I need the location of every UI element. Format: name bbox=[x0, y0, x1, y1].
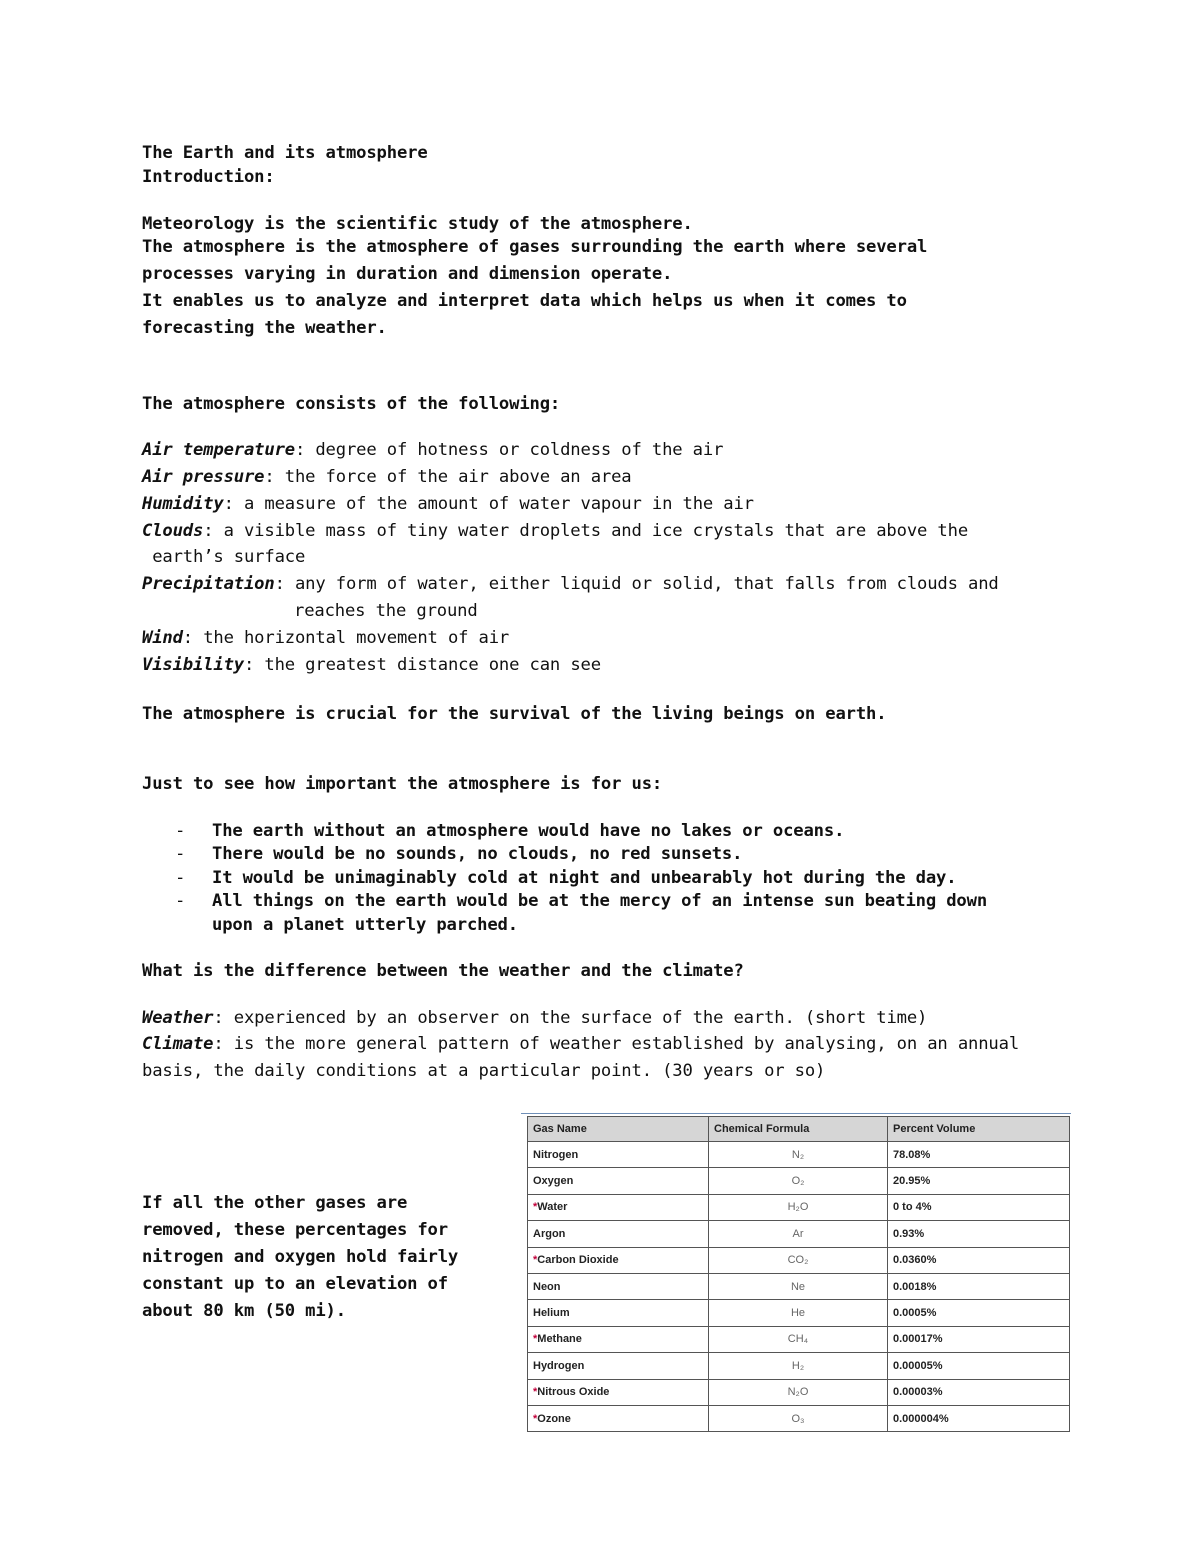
gas-composition-table-container bbox=[527, 1116, 1069, 1432]
weather-text: : experienced by an observer on the surface of the earth. (short time) bbox=[213, 1008, 928, 1028]
gas-composition-table bbox=[527, 1116, 1070, 1432]
percent-volume-cell: 0.0360% bbox=[888, 1247, 1070, 1273]
gas-name-cell bbox=[528, 1247, 709, 1273]
intro-line: Meteorology is the scientific study of the atmosphere. bbox=[142, 214, 693, 234]
variable-gas-marker: * bbox=[533, 1412, 538, 1425]
element-definition: : degree of hotness or coldness of the air bbox=[294, 440, 724, 460]
gas-name: Nitrogen bbox=[533, 1148, 579, 1161]
gas-name-cell bbox=[528, 1379, 709, 1405]
table-row bbox=[528, 1247, 1070, 1273]
percent-volume-cell: 0.93% bbox=[888, 1221, 1070, 1247]
element-definition: : the force of the air above an area bbox=[264, 467, 632, 487]
gas-name: Nitrous Oxide bbox=[537, 1386, 610, 1399]
gas-name: Argon bbox=[533, 1227, 566, 1240]
element-term: Air temperature bbox=[142, 440, 295, 460]
table-row bbox=[528, 1273, 1070, 1299]
weather-definition bbox=[142, 1007, 927, 1029]
element-air-pressure bbox=[142, 466, 632, 488]
variable-gas-marker: * bbox=[533, 1333, 538, 1346]
percent-volume-cell: 78.08% bbox=[888, 1142, 1070, 1168]
importance-heading: Just to see how important the atmosphere is for us: bbox=[142, 774, 663, 794]
gas-name: Neon bbox=[533, 1280, 561, 1293]
table-row bbox=[528, 1353, 1070, 1379]
table-header-row bbox=[528, 1117, 1070, 1142]
climate-definition bbox=[142, 1033, 1019, 1055]
intro-heading: Introduction: bbox=[142, 167, 275, 187]
variable-gas-marker: * bbox=[533, 1201, 538, 1214]
side-note-line: constant up to an elevation of bbox=[142, 1274, 448, 1294]
element-visibility bbox=[142, 654, 601, 676]
gas-name: Oxygen bbox=[533, 1175, 574, 1188]
bullet-item: The earth without an atmosphere would have no lakes or oceans. bbox=[212, 821, 845, 841]
element-term: Humidity bbox=[142, 494, 224, 514]
chemical-formula-cell: CO₂ bbox=[709, 1247, 888, 1273]
table-row bbox=[528, 1326, 1070, 1352]
intro-line: The atmosphere is the atmosphere of gases surrounding the earth where several bbox=[142, 237, 928, 257]
gas-name-cell bbox=[528, 1300, 709, 1326]
element-term: Wind bbox=[142, 628, 183, 648]
side-note-line: If all the other gases are bbox=[142, 1193, 408, 1213]
gas-name: Carbon Dioxide bbox=[537, 1254, 619, 1267]
element-air-temperature bbox=[142, 439, 723, 461]
element-humidity bbox=[142, 493, 754, 515]
gas-name-cell bbox=[528, 1194, 709, 1220]
gas-name: Methane bbox=[537, 1333, 582, 1346]
chemical-formula-cell: H₂O bbox=[709, 1194, 888, 1220]
percent-volume-cell: 0.000004% bbox=[888, 1405, 1070, 1431]
difference-heading: What is the difference between the weather and the climate? bbox=[142, 961, 744, 981]
element-precipitation bbox=[142, 573, 999, 595]
percent-volume-cell: 0.00003% bbox=[888, 1379, 1070, 1405]
element-precipitation-continued: reaches the ground bbox=[294, 601, 478, 621]
gas-name-cell bbox=[528, 1221, 709, 1247]
element-term: Precipitation bbox=[142, 574, 275, 594]
side-note-line: nitrogen and oxygen hold fairly bbox=[142, 1247, 459, 1267]
element-wind bbox=[142, 627, 509, 649]
climate-definition-continued: basis, the daily conditions at a particular point. (30 years or so) bbox=[142, 1061, 826, 1081]
header-percent-volume: Percent Volume bbox=[888, 1117, 1070, 1142]
crucial-statement: The atmosphere is crucial for the survival of the living beings on earth. bbox=[142, 704, 887, 724]
gas-name: Helium bbox=[533, 1307, 570, 1320]
chemical-formula-cell: CH₄ bbox=[709, 1326, 888, 1352]
element-definition: : any form of water, either liquid or solid, that falls from clouds and bbox=[274, 574, 999, 594]
gas-name: Water bbox=[537, 1201, 568, 1214]
element-term: Air pressure bbox=[142, 467, 265, 487]
header-chemical-formula: Chemical Formula bbox=[709, 1117, 888, 1142]
side-note-line: about 80 km (50 mi). bbox=[142, 1301, 346, 1321]
element-term: Visibility bbox=[142, 655, 244, 675]
chemical-formula-cell: Ne bbox=[709, 1273, 888, 1299]
table-row bbox=[528, 1168, 1070, 1194]
element-clouds bbox=[142, 520, 968, 542]
intro-line: forecasting the weather. bbox=[142, 318, 387, 338]
chemical-formula-cell: O₃ bbox=[709, 1405, 888, 1431]
table-top-rule bbox=[521, 1113, 1071, 1114]
element-term: Clouds bbox=[142, 521, 204, 541]
gas-name-cell bbox=[528, 1142, 709, 1168]
variable-gas-marker: * bbox=[533, 1254, 538, 1267]
percent-volume-cell: 0 to 4% bbox=[888, 1194, 1070, 1220]
bullet-item: There would be no sounds, no clouds, no red sunsets. bbox=[212, 844, 743, 864]
percent-volume-cell: 0.0005% bbox=[888, 1300, 1070, 1326]
bullet-item-continued: upon a planet utterly parched. bbox=[212, 915, 518, 935]
side-note-line: removed, these percentages for bbox=[142, 1220, 448, 1240]
chemical-formula-cell: O₂ bbox=[709, 1168, 888, 1194]
element-definition: : a visible mass of tiny water droplets and ice crystals that are above the bbox=[203, 521, 969, 541]
document-title: The Earth and its atmosphere bbox=[142, 143, 428, 163]
header-gas-name: Gas Name bbox=[528, 1117, 709, 1142]
percent-volume-cell: 0.0018% bbox=[888, 1273, 1070, 1299]
element-clouds-continued: earth’s surface bbox=[142, 547, 306, 567]
gas-name-cell bbox=[528, 1168, 709, 1194]
table-row bbox=[528, 1142, 1070, 1168]
intro-line: processes varying in duration and dimension operate. bbox=[142, 264, 673, 284]
gas-name-cell bbox=[528, 1353, 709, 1379]
percent-volume-cell: 20.95% bbox=[888, 1168, 1070, 1194]
chemical-formula-cell: Ar bbox=[709, 1221, 888, 1247]
gas-name-cell bbox=[528, 1273, 709, 1299]
climate-term: Climate bbox=[142, 1034, 214, 1054]
gas-name: Ozone bbox=[537, 1412, 571, 1425]
variable-gas-marker: * bbox=[533, 1386, 538, 1399]
bullet-marker: - bbox=[175, 891, 186, 911]
intro-line: It enables us to analyze and interpret data which helps us when it comes to bbox=[142, 291, 907, 311]
percent-volume-cell: 0.00017% bbox=[888, 1326, 1070, 1352]
table-row bbox=[528, 1405, 1070, 1431]
chemical-formula-cell: He bbox=[709, 1300, 888, 1326]
climate-text: : is the more general pattern of weather established by analysing, on an annual bbox=[213, 1034, 1020, 1054]
gas-name-cell bbox=[528, 1405, 709, 1431]
chemical-formula-cell: N₂ bbox=[709, 1142, 888, 1168]
consists-heading: The atmosphere consists of the following: bbox=[142, 394, 561, 414]
bullet-marker: - bbox=[175, 868, 186, 888]
bullet-marker: - bbox=[175, 844, 186, 864]
bullet-marker: - bbox=[175, 821, 186, 841]
percent-volume-cell: 0.00005% bbox=[888, 1353, 1070, 1379]
table-body bbox=[528, 1142, 1070, 1432]
weather-term: Weather bbox=[142, 1008, 214, 1028]
chemical-formula-cell: N₂O bbox=[709, 1379, 888, 1405]
table-row bbox=[528, 1221, 1070, 1247]
bullet-item: All things on the earth would be at the mercy of an intense sun beating down bbox=[212, 891, 988, 911]
element-definition: : the greatest distance one can see bbox=[243, 655, 601, 675]
table-row bbox=[528, 1300, 1070, 1326]
chemical-formula-cell: H₂ bbox=[709, 1353, 888, 1379]
gas-name: Hydrogen bbox=[533, 1359, 585, 1372]
table-row bbox=[528, 1194, 1070, 1220]
element-definition: : a measure of the amount of water vapour in the air bbox=[223, 494, 754, 514]
table-row bbox=[528, 1379, 1070, 1405]
gas-name-cell bbox=[528, 1326, 709, 1352]
bullet-item: It would be unimaginably cold at night and unbearably hot during the day. bbox=[212, 868, 957, 888]
element-definition: : the horizontal movement of air bbox=[182, 628, 510, 648]
